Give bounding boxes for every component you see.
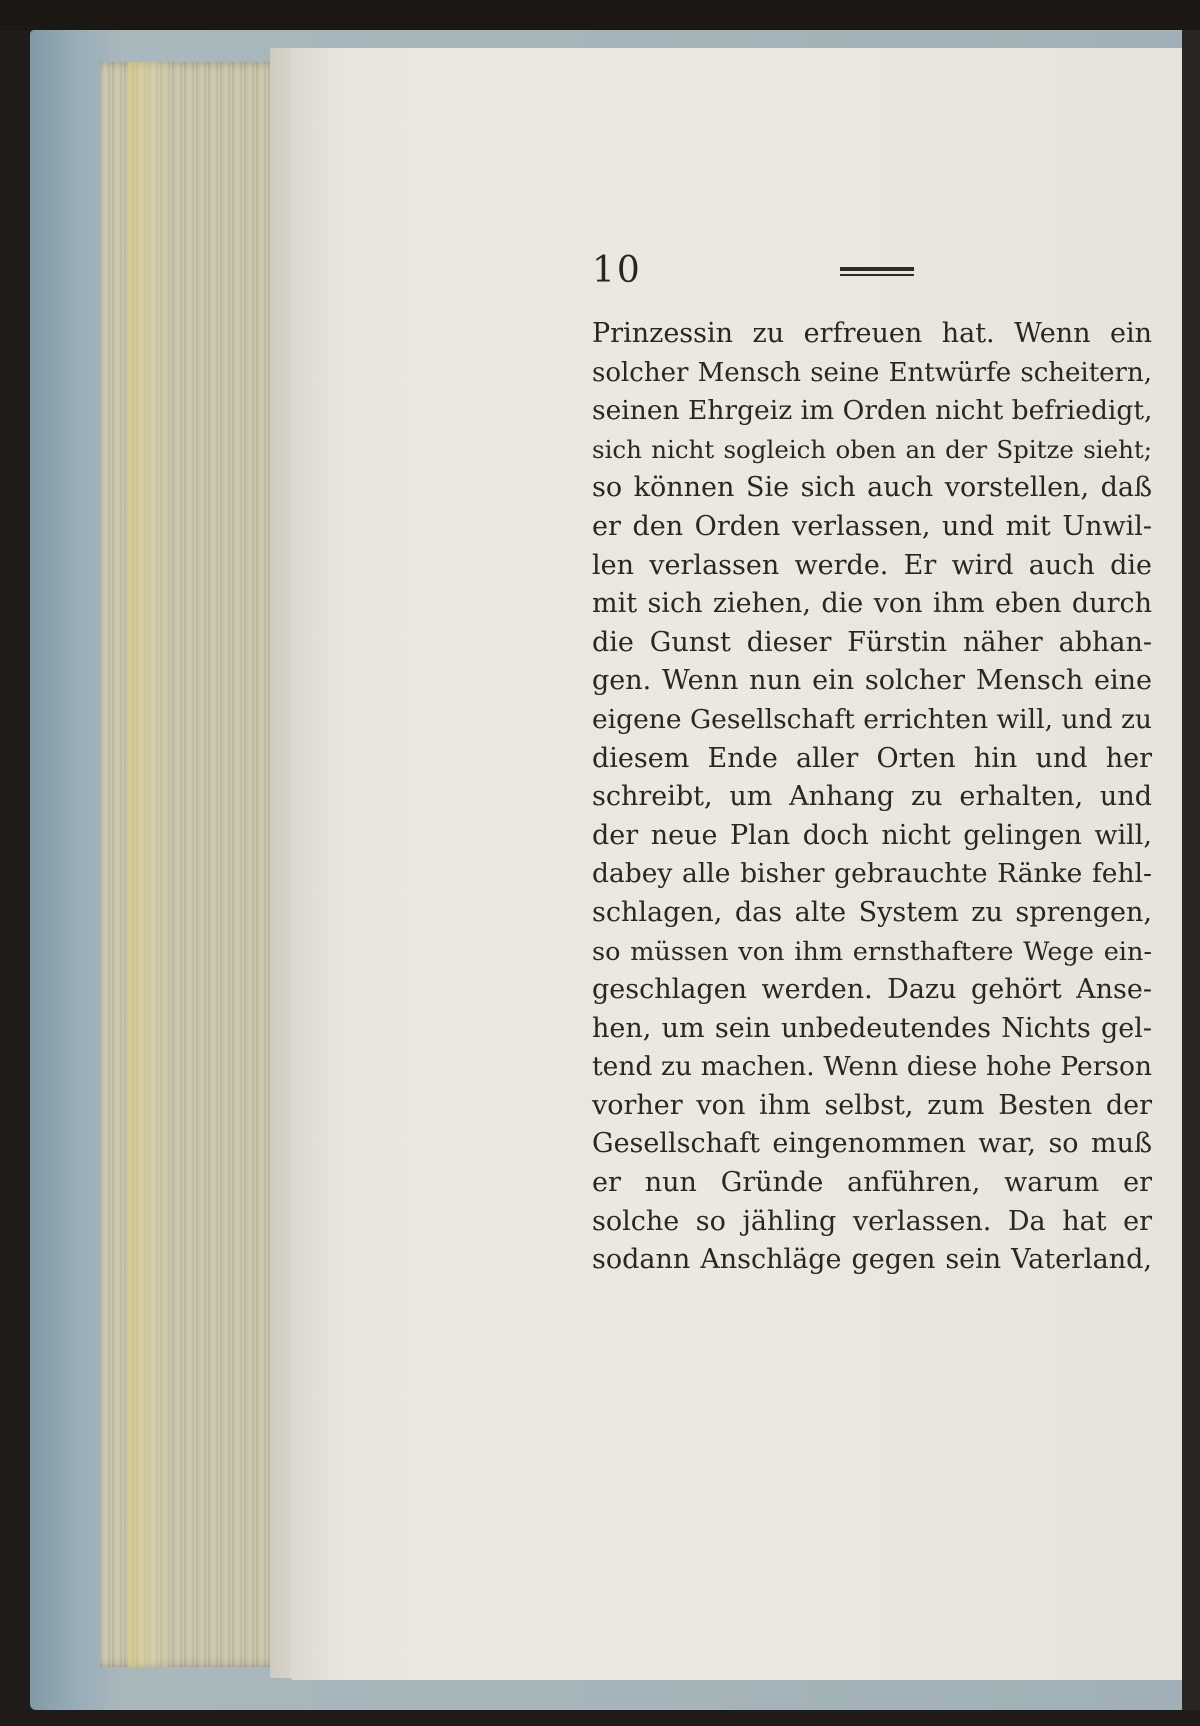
text-line: diesem Ende aller Orten hin und her — [592, 742, 1152, 774]
text-line: Prinzessin zu erfreuen hat. Wenn ein — [592, 318, 1152, 349]
scan-background-top — [0, 0, 1200, 30]
text-line: die Gunst dieser Fürstin näher abhan- — [592, 626, 1152, 658]
text-line: sich nicht sogleich oben an der Spitze sieht; — [592, 434, 1152, 464]
text-line: Gesellschaft eingenommen war, so muß — [592, 1128, 1152, 1160]
text-line: eigene Gesellschaft errichten will, und zu — [592, 703, 1152, 735]
text-line: hen, um sein unbedeutendes Nichts gel- — [592, 1012, 1152, 1044]
text-line: tend zu machen. Wenn diese hohe Person — [592, 1051, 1152, 1083]
text-line: mit sich ziehen, die von ihm eben durch — [592, 588, 1152, 620]
text-line: er nun Gründe anführen, warum er — [592, 1167, 1152, 1199]
text-line: der neue Plan doch nicht gelingen will, — [592, 819, 1152, 851]
page-edges-discoloration — [128, 62, 172, 1667]
page-number: 10 — [592, 250, 642, 291]
text-line: vorher von ihm selbst, zum Besten der — [592, 1089, 1152, 1121]
text-line: schreibt, um Anhang zu erhalten, und — [592, 781, 1152, 813]
text-line: er den Orden verlassen, und mit Unwil- — [592, 510, 1152, 542]
text-line: schlagen, das alte System zu sprengen, — [592, 896, 1152, 928]
text-line: sodann Anschläge gegen sein Vaterland, — [592, 1244, 1152, 1276]
text-line: so müssen von ihm ernsthaftere Wege ein- — [592, 936, 1152, 967]
text-line: so können Sie sich auch vorstellen, daß — [592, 472, 1152, 504]
text-line: dabey alle bisher gebrauchte Ränke fehl- — [592, 858, 1152, 890]
text-line: gen. Wenn nun ein solcher Mensch eine — [592, 665, 1152, 697]
body-text — [592, 315, 1152, 1280]
scan-background-right — [1182, 30, 1200, 1710]
text-line: seinen Ehrgeiz im Orden nicht befriedigt, — [592, 395, 1153, 427]
text-line: len verlassen werde. Er wird auch die — [592, 549, 1152, 581]
text-line: solcher Mensch seine Entwürfe scheitern, — [592, 357, 1152, 388]
text-line: solche so jähling verlassen. Da hat er — [592, 1205, 1152, 1237]
header-rule — [840, 267, 914, 279]
text-line: geschlagen werden. Dazu gehört Anse- — [592, 974, 1152, 1006]
